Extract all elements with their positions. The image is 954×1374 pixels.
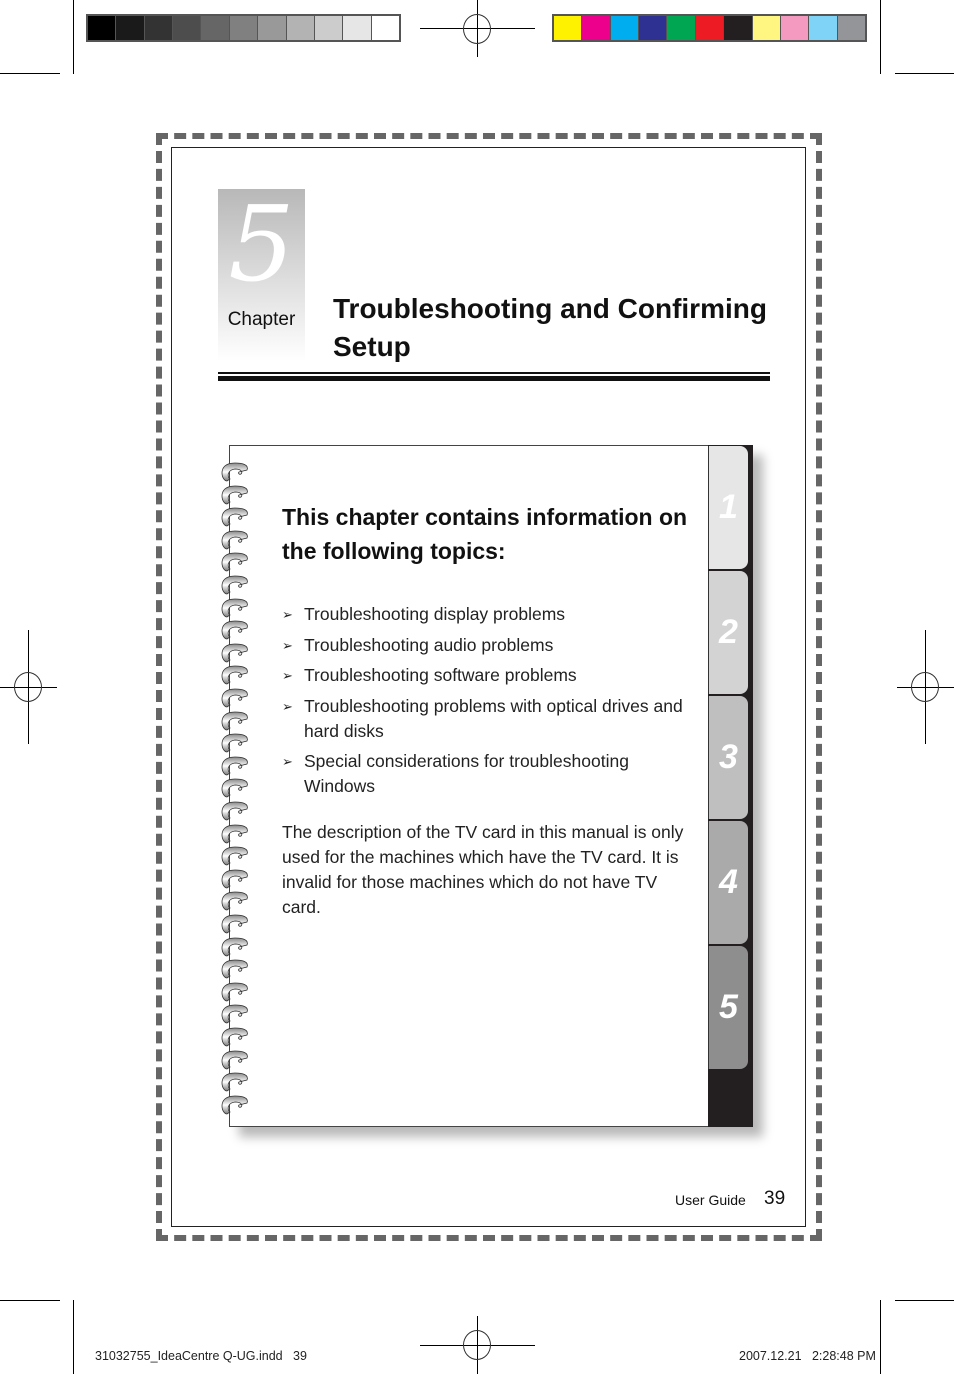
color-swatch (753, 16, 781, 40)
topic-text: Troubleshooting display problems (304, 604, 566, 624)
registration-circle (463, 1330, 491, 1360)
spiral-coil-icon (219, 460, 251, 480)
slug-timestamp: 2007.12.21 2:28:48 PM (739, 1349, 876, 1363)
crop-mark (895, 73, 954, 74)
gray-swatch (173, 16, 201, 40)
spiral-coil-icon (219, 867, 251, 887)
spiral-coil-icon (219, 641, 251, 661)
page-number: 39 (764, 1188, 786, 1209)
gray-swatch (315, 16, 343, 40)
chapter-tab-1[interactable]: 1 (708, 446, 748, 569)
spiral-coil-icon (219, 1025, 251, 1045)
chapter-tab-3[interactable]: 3 (708, 696, 748, 819)
color-swatch (554, 16, 582, 40)
chapter-tab-5[interactable]: 5 (708, 946, 748, 1069)
crop-mark (73, 1300, 74, 1374)
topic-item (282, 633, 692, 658)
color-swatch (838, 16, 865, 40)
spiral-coil-icon (219, 618, 251, 638)
gray-swatch (258, 16, 286, 40)
spiral-coil-icon (219, 1048, 251, 1068)
grayscale-color-bar (86, 14, 401, 42)
spiral-coil-icon (219, 709, 251, 729)
topic-item (282, 602, 692, 627)
spiral-coil-icon (219, 844, 251, 864)
arrow-bullet-icon: ➢ (282, 754, 293, 769)
spiral-coil-icon (219, 505, 251, 525)
topic-item (282, 663, 692, 688)
spiral-coil-icon (219, 528, 251, 548)
process-color-bar (552, 14, 867, 42)
spiral-coil-icon (219, 912, 251, 932)
registration-circle (911, 672, 939, 702)
color-swatch (582, 16, 610, 40)
arrow-bullet-icon: ➢ (282, 607, 293, 622)
spiral-coil-icon (219, 686, 251, 706)
arrow-bullet-icon: ➢ (282, 668, 293, 683)
topics-heading: This chapter contains information on the following topics: (282, 504, 688, 564)
spiral-coil-icon (219, 596, 251, 616)
gray-swatch (116, 16, 144, 40)
spiral-coil-icon (219, 1093, 251, 1113)
registration-circle (14, 672, 42, 702)
gray-swatch (145, 16, 173, 40)
crop-mark (0, 1300, 60, 1301)
crop-mark (73, 0, 74, 74)
spiral-coil-icon (219, 1002, 251, 1022)
topic-text: Troubleshooting software problems (304, 665, 577, 685)
topic-item (282, 749, 692, 799)
crop-mark (0, 73, 60, 74)
color-swatch (667, 16, 695, 40)
color-swatch (724, 16, 752, 40)
gray-swatch (88, 16, 116, 40)
color-swatch (696, 16, 724, 40)
spiral-binding (219, 460, 255, 1120)
chapter-title: Troubleshooting and Confirming Setup (333, 293, 767, 362)
topic-text: Special considerations for troubleshooting Windows (304, 751, 629, 796)
gray-swatch (201, 16, 229, 40)
spiral-coil-icon (219, 980, 251, 1000)
crop-mark (880, 0, 881, 74)
spiral-coil-icon (219, 754, 251, 774)
crop-mark (880, 1300, 881, 1374)
spiral-coil-icon (219, 1070, 251, 1090)
spiral-coil-icon (219, 799, 251, 819)
spiral-coil-icon (219, 731, 251, 751)
tv-card-note: The description of the TV card in this manual is only used for the machines which have the TV card. It is invalid for those machines which do not have TV card. (282, 822, 684, 917)
chapter-badge (218, 183, 305, 361)
spiral-coil-icon (219, 935, 251, 955)
arrow-bullet-icon: ➢ (282, 698, 293, 714)
spiral-coil-icon (219, 663, 251, 683)
spiral-coil-icon (219, 573, 251, 593)
footer-guide-label: User Guide (675, 1192, 746, 1208)
color-swatch (639, 16, 667, 40)
gray-swatch (287, 16, 315, 40)
title-divider-thick (218, 376, 770, 381)
chapter-number: 5 (228, 183, 295, 305)
color-swatch (809, 16, 837, 40)
chapter-tab-2[interactable]: 2 (708, 571, 748, 694)
spiral-coil-icon (219, 889, 251, 909)
spiral-coil-icon (219, 776, 251, 796)
spiral-coil-icon (219, 822, 251, 842)
spiral-coil-icon (219, 483, 251, 503)
title-divider (218, 372, 770, 374)
gray-swatch (372, 16, 399, 40)
gray-swatch (343, 16, 371, 40)
registration-circle (463, 14, 491, 44)
topic-text: Troubleshooting audio problems (304, 634, 554, 655)
color-swatch (611, 16, 639, 40)
spiral-coil-icon (219, 550, 251, 570)
arrow-bullet-icon: ➢ (282, 637, 293, 653)
spiral-coil-icon (219, 957, 251, 977)
topic-item (282, 694, 692, 744)
topics-list (282, 602, 692, 805)
crop-mark (895, 1300, 954, 1301)
topic-text: Troubleshooting problems with optical drives and hard disks (304, 695, 683, 741)
chapter-tab-4[interactable]: 4 (708, 821, 748, 944)
gray-swatch (230, 16, 258, 40)
chapter-label: Chapter (227, 309, 296, 330)
slug-filename: 31032755_IdeaCentre Q-UG.indd 39 (95, 1349, 307, 1363)
color-swatch (781, 16, 809, 40)
